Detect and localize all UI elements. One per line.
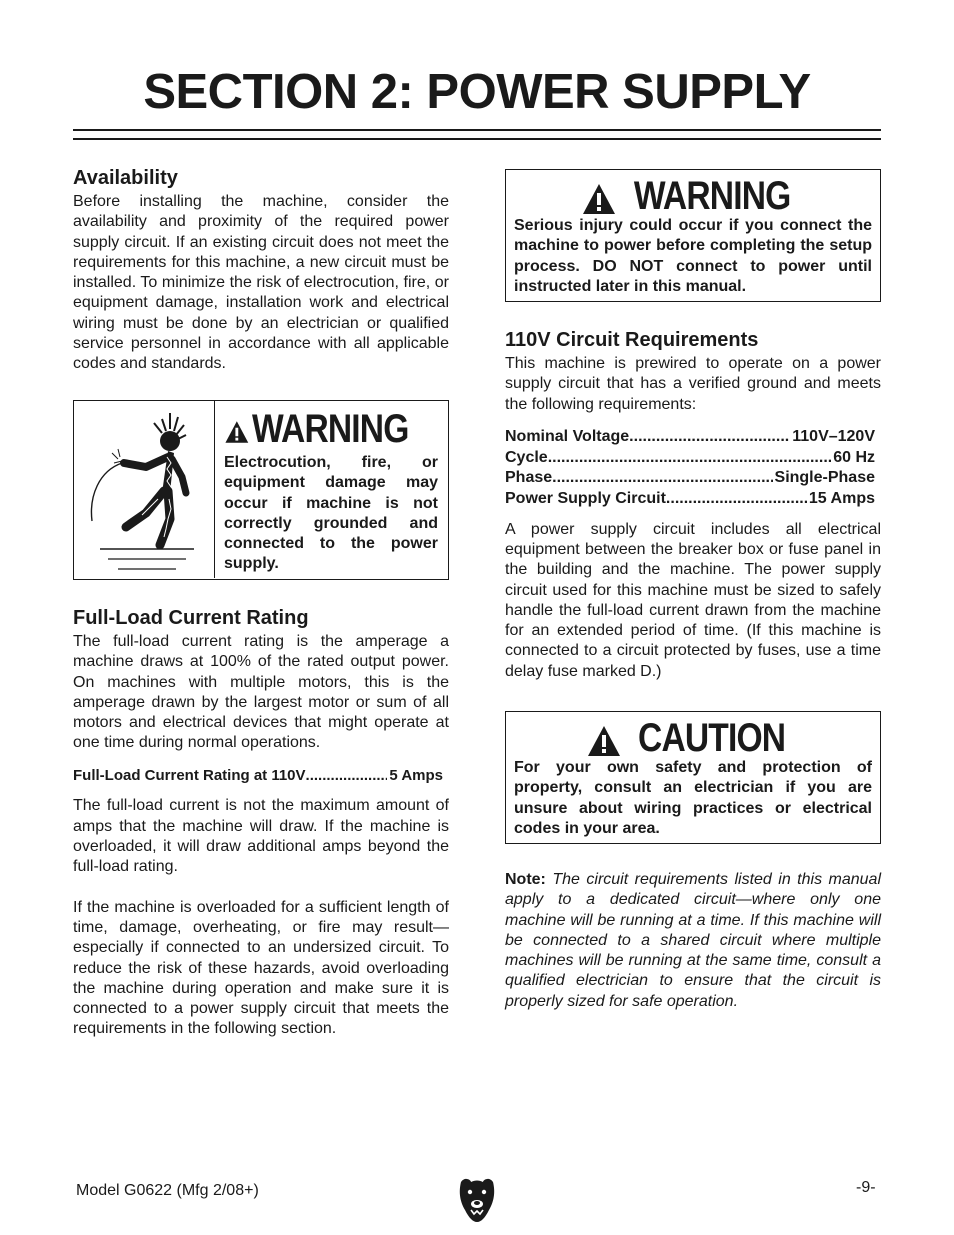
full-load-section — [73, 606, 449, 1040]
circuit-110v-heading: 110V Circuit Requirements — [505, 329, 759, 351]
footer-page-number: -9- — [856, 1179, 876, 1196]
availability-body: Before installing the machine, consider the availability and proximity of the required power supply circuit. If an existing circuit does not meet the requirements for this machine, a new circuit must be installed. To minimize the risk of electrocution, fire, or equipment damage, installation work and electrical wiring must be done by an electrician or qualified service personnel in accordance with all applicable codes and standards. — [73, 193, 449, 373]
availability-heading: Availability — [73, 167, 178, 189]
spec-value: 110V–120V — [792, 427, 875, 445]
spec-leader — [552, 468, 772, 489]
title-rule-bottom — [73, 138, 881, 140]
note-label: Note: — [505, 871, 546, 888]
setup-warning-signal-word: WARNING — [633, 174, 791, 218]
page-title: SECTION 2: POWER SUPPLY — [143, 65, 811, 119]
spec-row-power-supply-circuit — [505, 489, 875, 510]
circuit-spec-list — [505, 427, 875, 510]
spec-row-phase — [505, 468, 875, 489]
caution-signal-word: CAUTION — [638, 716, 786, 760]
spec-row-cycle — [505, 448, 875, 469]
full-load-rating-leader — [306, 766, 388, 787]
title-rule-top — [73, 129, 881, 131]
setup-warning-header — [506, 174, 880, 218]
spec-value: Single-Phase — [774, 469, 875, 487]
spec-leader — [629, 427, 790, 448]
full-load-rating-label: Full-Load Current Rating at 110V — [73, 766, 306, 784]
spec-value: 60 Hz — [833, 448, 875, 466]
spec-leader — [666, 489, 807, 510]
full-load-body-3: If the machine is overloaded for a sufficient length of time, damage, overheating, or fire may result—especially if connected to an undersized circuit. To reduce the risk of these hazards, avoid overloading the machine during operation and make sure it is connected to a power supply circuit that meets the requirements in the following section. — [73, 898, 449, 1038]
warning-triangle-icon — [224, 415, 250, 449]
caution-box — [505, 711, 881, 844]
setup-warning-box — [505, 169, 881, 302]
footer-model: Model G0622 (Mfg 2/08+) — [76, 1182, 259, 1199]
grizzly-bear-logo-icon — [457, 1176, 497, 1222]
warning-triangle-icon — [586, 724, 622, 758]
spec-value: 15 Amps — [808, 490, 875, 507]
spec-row-nominal-voltage — [505, 427, 875, 448]
electrocution-warning-box — [73, 400, 449, 580]
setup-warning-text: Serious injury could occur if you connect the machine to power before completing the setup process. DO NOT connect to power until instructed later in this manual. — [514, 217, 872, 295]
electrocution-figure-panel — [74, 401, 215, 578]
circuit-110v-section — [505, 328, 881, 682]
warning-triangle-icon — [581, 182, 617, 216]
caution-text: For your own safety and protection of property, consult an electrician if you are unsure about wiring practices or electrical codes in your area. — [514, 759, 872, 837]
full-load-heading: Full-Load Current Rating — [73, 607, 309, 629]
electrocution-warning-header — [224, 407, 438, 451]
note-text: The circuit requirements listed in this manual apply to a dedicated circuit—where only one machine will be running at a time. If this machine will be connected to a shared circuit where multiple machines will be running at the same time, consult a qualified electrician to ensure that the circuit is properly sized for safe operation. — [505, 871, 882, 1010]
note-section — [505, 870, 881, 1012]
note-paragraph — [505, 870, 881, 1012]
spec-leader — [548, 448, 832, 469]
circuit-110v-body: A power supply circuit includes all electrical equipment between the breaker box or fuse panel in the building and the machine. The power supply circuit used for this machine must be sized to safely handle the full-load current drawn from the machine for an extended period of time. (If this machine is connected to a circuit protected by fuses, use a time delay fuse marked D.) — [505, 520, 881, 680]
full-load-rating-row — [73, 766, 443, 787]
spec-label: Power Supply Circuit — [505, 490, 666, 507]
full-load-body-2: The full-load current is not the maximum amount of amps that the machine will draw. If the machine is overloaded, it will draw additional amps beyond the full-load rating. — [73, 797, 449, 876]
spec-label: Phase — [505, 469, 553, 487]
full-load-rating-value: 5 Amps — [389, 766, 443, 784]
electrocution-warning-text: Electrocution, fire, or equipment damage may occur if machine is not correctly grounded and connected to the power supply. — [224, 454, 438, 573]
caution-header — [506, 716, 880, 760]
spec-label: Cycle — [505, 448, 548, 466]
electrocution-warning-signal-word: WARNING — [251, 407, 409, 451]
electrocution-figure-icon — [74, 401, 214, 578]
spec-label: Nominal Voltage — [505, 427, 630, 445]
full-load-body-1: The full-load current rating is the amperage a machine draws at 100% of the rated output power. On machines with multiple motors, this is the amperage drawn by the largest motor or sum of all motors and electrical devices that might operate at one time during normal operations. — [73, 633, 449, 752]
availability-section — [73, 166, 449, 375]
circuit-110v-intro: This machine is prewired to operate on a power supply circuit that has a verified ground and meets the following requirements: — [505, 355, 881, 413]
